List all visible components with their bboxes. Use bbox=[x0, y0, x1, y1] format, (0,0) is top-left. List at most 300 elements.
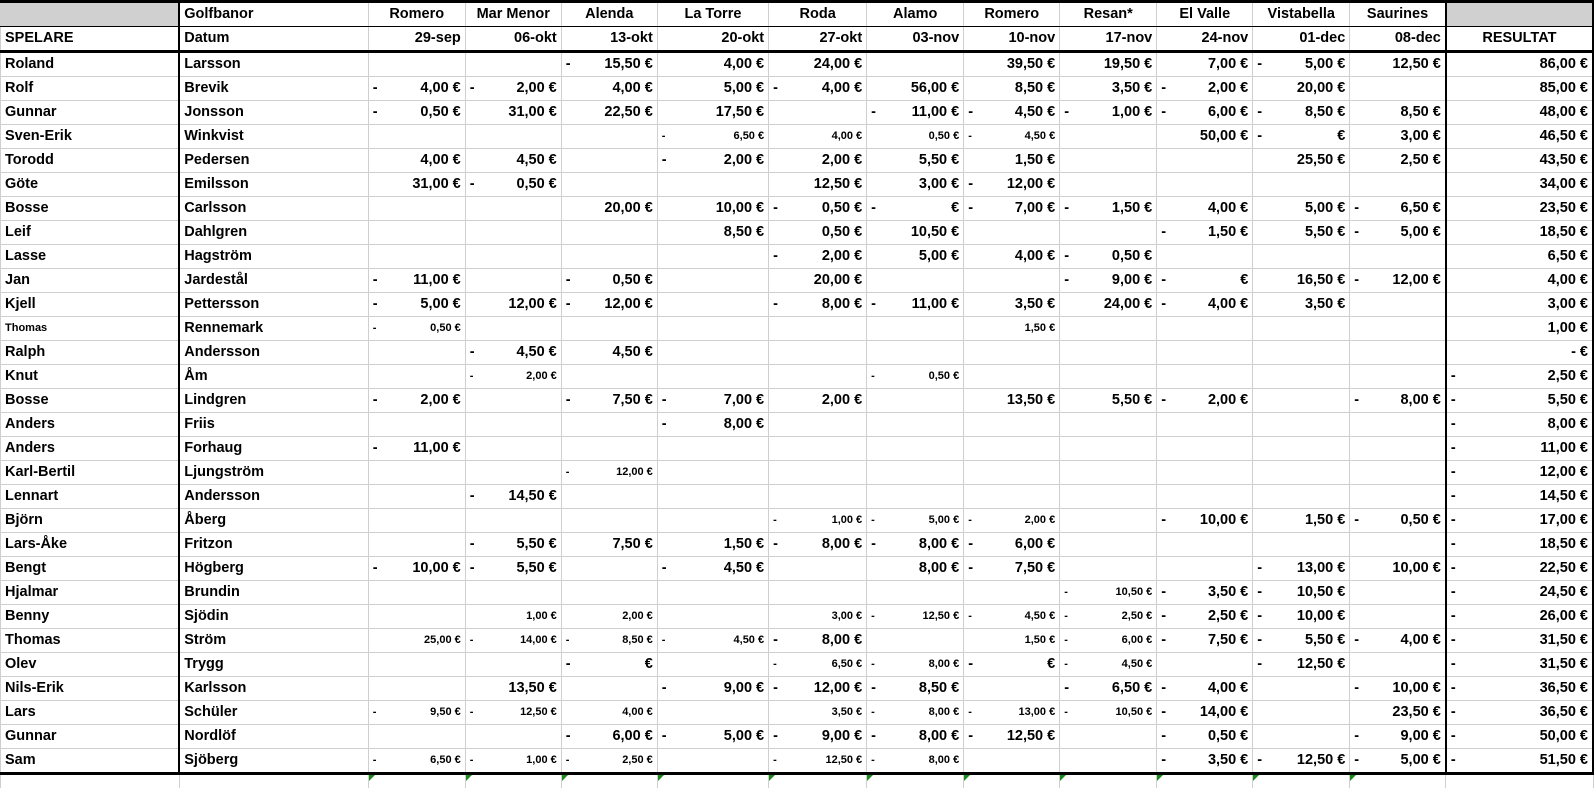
score-cell[interactable]: - 8,50 € bbox=[1253, 101, 1350, 125]
player-first-name[interactable]: Anders bbox=[1, 413, 180, 437]
score-cell[interactable] bbox=[657, 365, 768, 389]
score-cell[interactable]: - 0,50 € bbox=[1060, 245, 1157, 269]
score-cell[interactable]: 16,50 € bbox=[1253, 269, 1350, 293]
score-cell[interactable]: 22,50 € bbox=[561, 101, 657, 125]
score-cell[interactable] bbox=[1060, 749, 1157, 774]
score-cell[interactable]: - 10,50 € bbox=[1060, 581, 1157, 605]
result-cell[interactable]: 46,50 € bbox=[1446, 125, 1593, 149]
score-cell[interactable] bbox=[867, 341, 964, 365]
score-cell[interactable]: - 12,50 € bbox=[867, 605, 964, 629]
score-cell[interactable] bbox=[964, 677, 1060, 701]
player-first-name[interactable]: Leif bbox=[1, 221, 180, 245]
score-cell[interactable] bbox=[1060, 533, 1157, 557]
course-header-0[interactable]: Romero bbox=[368, 2, 465, 27]
score-cell[interactable]: 1,50 € bbox=[1253, 509, 1350, 533]
score-cell[interactable]: 2,00 € bbox=[769, 389, 867, 413]
score-cell[interactable] bbox=[657, 293, 768, 317]
score-cell[interactable] bbox=[1350, 461, 1446, 485]
score-cell[interactable] bbox=[1253, 413, 1350, 437]
score-cell[interactable] bbox=[465, 389, 561, 413]
score-cell[interactable]: - € bbox=[964, 653, 1060, 677]
score-cell[interactable]: 50,00 € bbox=[1157, 125, 1253, 149]
player-first-name[interactable]: Gunnar bbox=[1, 725, 180, 749]
score-cell[interactable]: - 0,50 € bbox=[867, 365, 964, 389]
score-cell[interactable] bbox=[769, 581, 867, 605]
result-cell[interactable]: 34,00 € bbox=[1446, 173, 1593, 197]
score-cell[interactable]: 4,00 € bbox=[561, 77, 657, 101]
score-cell[interactable]: - 15,50 € bbox=[561, 52, 657, 77]
score-cell[interactable]: - 4,50 € bbox=[964, 125, 1060, 149]
result-cell[interactable]: 48,00 € bbox=[1446, 101, 1593, 125]
score-cell[interactable]: - 9,00 € bbox=[657, 677, 768, 701]
score-cell[interactable] bbox=[1157, 341, 1253, 365]
score-cell[interactable]: - 13,00 € bbox=[964, 701, 1060, 725]
score-cell[interactable]: - 5,50 € bbox=[1253, 629, 1350, 653]
score-cell[interactable]: - € bbox=[867, 197, 964, 221]
footer-cell[interactable] bbox=[769, 774, 867, 788]
score-cell[interactable]: - 14,50 € bbox=[465, 485, 561, 509]
score-cell[interactable]: - 7,00 € bbox=[964, 197, 1060, 221]
score-cell[interactable] bbox=[964, 749, 1060, 774]
score-cell[interactable]: - 2,00 € bbox=[1157, 77, 1253, 101]
score-cell[interactable]: 4,00 € bbox=[769, 125, 867, 149]
score-cell[interactable]: 24,00 € bbox=[769, 52, 867, 77]
score-cell[interactable]: - 12,50 € bbox=[964, 725, 1060, 749]
player-last-name[interactable]: Andersson bbox=[179, 341, 368, 365]
score-cell[interactable] bbox=[769, 365, 867, 389]
score-cell[interactable]: - 7,50 € bbox=[1157, 629, 1253, 653]
score-cell[interactable]: 4,00 € bbox=[657, 52, 768, 77]
player-first-name[interactable]: Thomas bbox=[1, 317, 180, 341]
score-cell[interactable] bbox=[867, 413, 964, 437]
player-last-name[interactable]: Brevik bbox=[179, 77, 368, 101]
footer-cell[interactable] bbox=[964, 774, 1060, 788]
score-cell[interactable] bbox=[368, 533, 465, 557]
score-cell[interactable] bbox=[465, 197, 561, 221]
score-cell[interactable]: - 12,00 € bbox=[561, 461, 657, 485]
score-cell[interactable]: 4,00 € bbox=[1157, 197, 1253, 221]
score-cell[interactable]: 0,50 € bbox=[769, 221, 867, 245]
score-cell[interactable] bbox=[465, 125, 561, 149]
score-cell[interactable]: 2,50 € bbox=[1350, 149, 1446, 173]
result-cell[interactable]: 6,50 € bbox=[1446, 245, 1593, 269]
score-cell[interactable]: 5,50 € bbox=[867, 149, 964, 173]
score-cell[interactable]: 3,00 € bbox=[769, 605, 867, 629]
player-last-name[interactable]: Lindgren bbox=[179, 389, 368, 413]
player-last-name[interactable]: Sjödin bbox=[179, 605, 368, 629]
footer-cell[interactable] bbox=[1060, 774, 1157, 788]
score-cell[interactable]: - 2,00 € bbox=[368, 389, 465, 413]
score-cell[interactable] bbox=[368, 245, 465, 269]
score-cell[interactable]: 20,00 € bbox=[1253, 77, 1350, 101]
score-cell[interactable]: - 12,50 € bbox=[465, 701, 561, 725]
player-last-name[interactable]: Fritzon bbox=[179, 533, 368, 557]
result-cell[interactable]: 1,00 € bbox=[1446, 317, 1593, 341]
score-cell[interactable]: 10,50 € bbox=[867, 221, 964, 245]
score-cell[interactable] bbox=[1157, 413, 1253, 437]
score-cell[interactable]: - 5,00 € bbox=[867, 509, 964, 533]
score-cell[interactable]: - 14,00 € bbox=[1157, 701, 1253, 725]
score-cell[interactable] bbox=[1350, 317, 1446, 341]
score-cell[interactable] bbox=[368, 485, 465, 509]
score-cell[interactable]: - 4,50 € bbox=[964, 101, 1060, 125]
score-cell[interactable]: - 12,00 € bbox=[964, 173, 1060, 197]
player-last-name[interactable]: Friis bbox=[179, 413, 368, 437]
player-first-name[interactable]: Bengt bbox=[1, 557, 180, 581]
result-header-blank[interactable] bbox=[1446, 2, 1593, 27]
score-cell[interactable] bbox=[368, 341, 465, 365]
result-cell[interactable]: - 31,50 € bbox=[1446, 629, 1593, 653]
score-cell[interactable] bbox=[1060, 725, 1157, 749]
score-cell[interactable] bbox=[465, 653, 561, 677]
player-last-name[interactable]: Hagström bbox=[179, 245, 368, 269]
score-cell[interactable]: - 8,00 € bbox=[867, 533, 964, 557]
footer-cell[interactable] bbox=[1, 774, 180, 788]
score-cell[interactable]: 1,50 € bbox=[964, 149, 1060, 173]
player-first-name[interactable]: Karl-Bertil bbox=[1, 461, 180, 485]
score-cell[interactable]: - 10,50 € bbox=[1060, 701, 1157, 725]
result-cell[interactable]: - 50,00 € bbox=[1446, 725, 1593, 749]
course-header-3[interactable]: La Torre bbox=[657, 2, 768, 27]
score-cell[interactable]: 10,00 € bbox=[1350, 557, 1446, 581]
date-header-0[interactable]: 29-sep bbox=[368, 27, 465, 52]
score-cell[interactable] bbox=[1060, 365, 1157, 389]
score-cell[interactable]: - 1,00 € bbox=[769, 509, 867, 533]
score-cell[interactable] bbox=[1350, 605, 1446, 629]
score-cell[interactable]: - 1,50 € bbox=[1060, 197, 1157, 221]
player-first-name[interactable]: Sam bbox=[1, 749, 180, 774]
player-last-name[interactable]: Karlsson bbox=[179, 677, 368, 701]
score-cell[interactable]: 25,50 € bbox=[1253, 149, 1350, 173]
course-header-10[interactable]: Saurines bbox=[1350, 2, 1446, 27]
score-cell[interactable] bbox=[1060, 317, 1157, 341]
score-cell[interactable]: 8,50 € bbox=[1350, 101, 1446, 125]
score-cell[interactable] bbox=[657, 437, 768, 461]
score-cell[interactable]: - 6,00 € bbox=[1060, 629, 1157, 653]
score-cell[interactable]: - 4,50 € bbox=[465, 341, 561, 365]
score-cell[interactable]: 12,50 € bbox=[1350, 52, 1446, 77]
score-cell[interactable]: - 0,50 € bbox=[368, 101, 465, 125]
score-cell[interactable]: 7,00 € bbox=[1157, 52, 1253, 77]
score-cell[interactable]: - 4,00 € bbox=[769, 77, 867, 101]
score-cell[interactable]: 17,50 € bbox=[657, 101, 768, 125]
player-first-name[interactable]: Sven-Erik bbox=[1, 125, 180, 149]
score-cell[interactable] bbox=[1157, 173, 1253, 197]
score-cell[interactable]: - 12,00 € bbox=[561, 293, 657, 317]
score-cell[interactable] bbox=[1253, 485, 1350, 509]
score-cell[interactable] bbox=[561, 413, 657, 437]
score-cell[interactable] bbox=[1157, 149, 1253, 173]
score-cell[interactable]: - 2,50 € bbox=[1060, 605, 1157, 629]
score-cell[interactable]: - 7,50 € bbox=[561, 389, 657, 413]
score-cell[interactable]: 4,00 € bbox=[561, 701, 657, 725]
score-cell[interactable]: 23,50 € bbox=[1350, 701, 1446, 725]
score-cell[interactable] bbox=[1350, 245, 1446, 269]
score-cell[interactable]: - 8,50 € bbox=[867, 677, 964, 701]
score-cell[interactable]: 2,00 € bbox=[769, 149, 867, 173]
footer-cell[interactable] bbox=[561, 774, 657, 788]
date-header-5[interactable]: 03-nov bbox=[867, 27, 964, 52]
header-corner-cell[interactable] bbox=[1, 2, 180, 27]
score-cell[interactable] bbox=[964, 221, 1060, 245]
score-cell[interactable] bbox=[657, 461, 768, 485]
score-cell[interactable]: 5,00 € bbox=[657, 77, 768, 101]
score-cell[interactable] bbox=[368, 221, 465, 245]
score-cell[interactable]: - 4,50 € bbox=[657, 629, 768, 653]
footer-cell[interactable] bbox=[1350, 774, 1446, 788]
score-cell[interactable] bbox=[867, 437, 964, 461]
result-cell[interactable]: - 22,50 € bbox=[1446, 557, 1593, 581]
score-cell[interactable]: - 8,00 € bbox=[769, 533, 867, 557]
score-cell[interactable]: 39,50 € bbox=[964, 52, 1060, 77]
score-cell[interactable]: - 8,00 € bbox=[657, 413, 768, 437]
score-cell[interactable]: - 5,00 € bbox=[1350, 749, 1446, 774]
score-cell[interactable]: - 4,50 € bbox=[964, 605, 1060, 629]
score-cell[interactable]: - 6,50 € bbox=[368, 749, 465, 774]
score-cell[interactable]: - 1,00 € bbox=[465, 749, 561, 774]
score-cell[interactable]: - € bbox=[1253, 125, 1350, 149]
score-cell[interactable]: - 6,50 € bbox=[1060, 677, 1157, 701]
score-cell[interactable] bbox=[561, 317, 657, 341]
score-cell[interactable]: - 13,00 € bbox=[1253, 557, 1350, 581]
score-cell[interactable] bbox=[657, 317, 768, 341]
score-cell[interactable]: 8,50 € bbox=[964, 77, 1060, 101]
score-cell[interactable] bbox=[1060, 341, 1157, 365]
score-cell[interactable] bbox=[1253, 389, 1350, 413]
score-cell[interactable] bbox=[1157, 437, 1253, 461]
score-cell[interactable] bbox=[769, 437, 867, 461]
result-cell[interactable]: - 2,50 € bbox=[1446, 365, 1593, 389]
player-first-name[interactable]: Björn bbox=[1, 509, 180, 533]
player-last-name[interactable]: Trygg bbox=[179, 653, 368, 677]
date-header-7[interactable]: 17-nov bbox=[1060, 27, 1157, 52]
score-cell[interactable]: 3,00 € bbox=[1350, 125, 1446, 149]
score-cell[interactable] bbox=[1157, 557, 1253, 581]
score-cell[interactable] bbox=[561, 677, 657, 701]
score-cell[interactable]: - 1,00 € bbox=[1060, 101, 1157, 125]
score-cell[interactable]: - 2,50 € bbox=[561, 749, 657, 774]
score-cell[interactable]: - 3,50 € bbox=[1157, 581, 1253, 605]
score-cell[interactable]: - 4,00 € bbox=[1350, 629, 1446, 653]
score-cell[interactable]: - 6,50 € bbox=[769, 653, 867, 677]
score-cell[interactable] bbox=[769, 557, 867, 581]
score-cell[interactable] bbox=[561, 581, 657, 605]
score-cell[interactable]: 1,50 € bbox=[657, 533, 768, 557]
score-cell[interactable] bbox=[769, 461, 867, 485]
score-cell[interactable] bbox=[1350, 293, 1446, 317]
player-last-name[interactable]: Forhaug bbox=[179, 437, 368, 461]
score-cell[interactable]: - 2,00 € bbox=[964, 509, 1060, 533]
score-cell[interactable] bbox=[561, 173, 657, 197]
player-first-name[interactable]: Bosse bbox=[1, 389, 180, 413]
player-last-name[interactable]: Andersson bbox=[179, 485, 368, 509]
course-header-4[interactable]: Roda bbox=[769, 2, 867, 27]
score-cell[interactable] bbox=[465, 245, 561, 269]
score-cell[interactable]: - 5,00 € bbox=[1253, 52, 1350, 77]
score-cell[interactable]: 31,00 € bbox=[368, 173, 465, 197]
footer-cell[interactable] bbox=[1157, 774, 1253, 788]
result-cell[interactable]: - 5,50 € bbox=[1446, 389, 1593, 413]
result-cell[interactable]: - 12,00 € bbox=[1446, 461, 1593, 485]
score-cell[interactable] bbox=[465, 269, 561, 293]
course-header-6[interactable]: Romero bbox=[964, 2, 1060, 27]
score-cell[interactable]: - 5,00 € bbox=[368, 293, 465, 317]
score-cell[interactable]: 2,00 € bbox=[561, 605, 657, 629]
score-cell[interactable] bbox=[1060, 413, 1157, 437]
score-cell[interactable] bbox=[465, 52, 561, 77]
score-cell[interactable]: - 6,00 € bbox=[1157, 101, 1253, 125]
score-cell[interactable] bbox=[867, 269, 964, 293]
score-cell[interactable] bbox=[1253, 677, 1350, 701]
score-cell[interactable]: 3,00 € bbox=[867, 173, 964, 197]
score-cell[interactable] bbox=[465, 509, 561, 533]
score-cell[interactable]: - 0,50 € bbox=[465, 173, 561, 197]
score-cell[interactable]: - 14,00 € bbox=[465, 629, 561, 653]
score-cell[interactable] bbox=[1157, 461, 1253, 485]
course-header-1[interactable]: Mar Menor bbox=[465, 2, 561, 27]
footer-cell[interactable] bbox=[465, 774, 561, 788]
score-cell[interactable]: - 5,00 € bbox=[1350, 221, 1446, 245]
score-cell[interactable] bbox=[561, 509, 657, 533]
score-cell[interactable]: 3,50 € bbox=[769, 701, 867, 725]
score-cell[interactable] bbox=[657, 749, 768, 774]
spelare-label[interactable]: SPELARE bbox=[1, 27, 180, 52]
course-header-9[interactable]: Vistabella bbox=[1253, 2, 1350, 27]
date-header-1[interactable]: 06-okt bbox=[465, 27, 561, 52]
score-cell[interactable]: - 0,50 € bbox=[561, 269, 657, 293]
score-cell[interactable]: - 11,00 € bbox=[867, 101, 964, 125]
score-cell[interactable] bbox=[561, 437, 657, 461]
score-cell[interactable]: 5,00 € bbox=[1253, 197, 1350, 221]
score-cell[interactable]: - 5,00 € bbox=[657, 725, 768, 749]
score-cell[interactable]: 13,50 € bbox=[964, 389, 1060, 413]
score-cell[interactable] bbox=[769, 341, 867, 365]
player-first-name[interactable]: Knut bbox=[1, 365, 180, 389]
score-cell[interactable] bbox=[561, 245, 657, 269]
score-cell[interactable]: - 9,00 € bbox=[1350, 725, 1446, 749]
score-cell[interactable]: - 12,00 € bbox=[1350, 269, 1446, 293]
score-cell[interactable] bbox=[1253, 533, 1350, 557]
score-cell[interactable]: 0,50 € bbox=[867, 125, 964, 149]
score-cell[interactable]: - 8,00 € bbox=[867, 653, 964, 677]
score-cell[interactable] bbox=[1060, 557, 1157, 581]
score-cell[interactable] bbox=[867, 581, 964, 605]
result-cell[interactable]: - € bbox=[1446, 341, 1593, 365]
score-cell[interactable] bbox=[1253, 317, 1350, 341]
player-first-name[interactable]: Olev bbox=[1, 653, 180, 677]
score-cell[interactable]: 20,00 € bbox=[769, 269, 867, 293]
score-cell[interactable]: 13,50 € bbox=[465, 677, 561, 701]
result-cell[interactable]: - 51,50 € bbox=[1446, 749, 1593, 774]
score-cell[interactable]: 4,50 € bbox=[561, 341, 657, 365]
score-cell[interactable]: - 6,00 € bbox=[964, 533, 1060, 557]
score-cell[interactable] bbox=[1060, 149, 1157, 173]
score-cell[interactable]: 4,50 € bbox=[465, 149, 561, 173]
score-cell[interactable] bbox=[657, 653, 768, 677]
player-last-name[interactable]: Larsson bbox=[179, 52, 368, 77]
score-cell[interactable] bbox=[964, 341, 1060, 365]
result-cell[interactable]: - 11,00 € bbox=[1446, 437, 1593, 461]
score-cell[interactable]: - 10,00 € bbox=[1253, 605, 1350, 629]
score-cell[interactable]: 3,50 € bbox=[1253, 293, 1350, 317]
score-cell[interactable]: - 10,00 € bbox=[1157, 509, 1253, 533]
footer-cell[interactable] bbox=[867, 774, 964, 788]
score-cell[interactable]: - 6,50 € bbox=[657, 125, 768, 149]
score-cell[interactable]: - 12,00 € bbox=[769, 677, 867, 701]
footer-cell[interactable] bbox=[1446, 774, 1593, 788]
player-last-name[interactable]: Rennemark bbox=[179, 317, 368, 341]
result-cell[interactable]: - 14,50 € bbox=[1446, 485, 1593, 509]
score-cell[interactable] bbox=[1350, 437, 1446, 461]
score-cell[interactable] bbox=[867, 52, 964, 77]
datum-label[interactable]: Datum bbox=[179, 27, 368, 52]
result-cell[interactable]: - 24,50 € bbox=[1446, 581, 1593, 605]
score-cell[interactable] bbox=[561, 125, 657, 149]
result-cell[interactable]: - 36,50 € bbox=[1446, 701, 1593, 725]
score-cell[interactable] bbox=[657, 701, 768, 725]
score-cell[interactable] bbox=[465, 221, 561, 245]
score-cell[interactable] bbox=[561, 365, 657, 389]
score-cell[interactable] bbox=[657, 245, 768, 269]
player-last-name[interactable]: Ljungström bbox=[179, 461, 368, 485]
score-cell[interactable] bbox=[1060, 485, 1157, 509]
score-cell[interactable] bbox=[964, 461, 1060, 485]
score-cell[interactable] bbox=[964, 269, 1060, 293]
score-cell[interactable]: - 0,50 € bbox=[368, 317, 465, 341]
score-cell[interactable]: - 2,00 € bbox=[465, 365, 561, 389]
score-cell[interactable]: - 8,50 € bbox=[561, 629, 657, 653]
score-cell[interactable] bbox=[1253, 341, 1350, 365]
footer-cell[interactable] bbox=[179, 774, 368, 788]
score-cell[interactable] bbox=[1157, 485, 1253, 509]
score-cell[interactable]: - 11,00 € bbox=[368, 269, 465, 293]
score-cell[interactable]: - 2,00 € bbox=[769, 245, 867, 269]
score-cell[interactable] bbox=[368, 52, 465, 77]
score-cell[interactable]: - 6,00 € bbox=[561, 725, 657, 749]
score-cell[interactable]: - 4,00 € bbox=[1157, 677, 1253, 701]
player-last-name[interactable]: Nordlöf bbox=[179, 725, 368, 749]
score-cell[interactable] bbox=[657, 581, 768, 605]
score-cell[interactable] bbox=[1350, 173, 1446, 197]
score-cell[interactable]: - 8,00 € bbox=[1350, 389, 1446, 413]
score-cell[interactable] bbox=[1060, 173, 1157, 197]
player-last-name[interactable]: Winkvist bbox=[179, 125, 368, 149]
player-last-name[interactable]: Pedersen bbox=[179, 149, 368, 173]
score-cell[interactable]: - 1,50 € bbox=[1157, 221, 1253, 245]
player-first-name[interactable]: Bosse bbox=[1, 197, 180, 221]
score-cell[interactable]: - 8,00 € bbox=[867, 725, 964, 749]
score-cell[interactable]: - 4,00 € bbox=[1157, 293, 1253, 317]
result-cell[interactable]: 43,50 € bbox=[1446, 149, 1593, 173]
score-cell[interactable]: 5,50 € bbox=[1060, 389, 1157, 413]
score-cell[interactable]: - 0,50 € bbox=[1350, 509, 1446, 533]
score-cell[interactable]: 5,50 € bbox=[1253, 221, 1350, 245]
score-cell[interactable] bbox=[867, 389, 964, 413]
result-cell[interactable]: 3,00 € bbox=[1446, 293, 1593, 317]
course-header-5[interactable]: Alamo bbox=[867, 2, 964, 27]
score-cell[interactable] bbox=[1350, 533, 1446, 557]
score-cell[interactable]: - 10,50 € bbox=[1253, 581, 1350, 605]
score-cell[interactable] bbox=[1253, 701, 1350, 725]
result-cell[interactable]: - 26,00 € bbox=[1446, 605, 1593, 629]
score-cell[interactable]: 1,50 € bbox=[964, 317, 1060, 341]
player-first-name[interactable]: Lasse bbox=[1, 245, 180, 269]
player-first-name[interactable]: Lennart bbox=[1, 485, 180, 509]
score-cell[interactable] bbox=[1253, 725, 1350, 749]
score-cell[interactable] bbox=[368, 581, 465, 605]
score-cell[interactable] bbox=[1060, 221, 1157, 245]
date-header-4[interactable]: 27-okt bbox=[769, 27, 867, 52]
